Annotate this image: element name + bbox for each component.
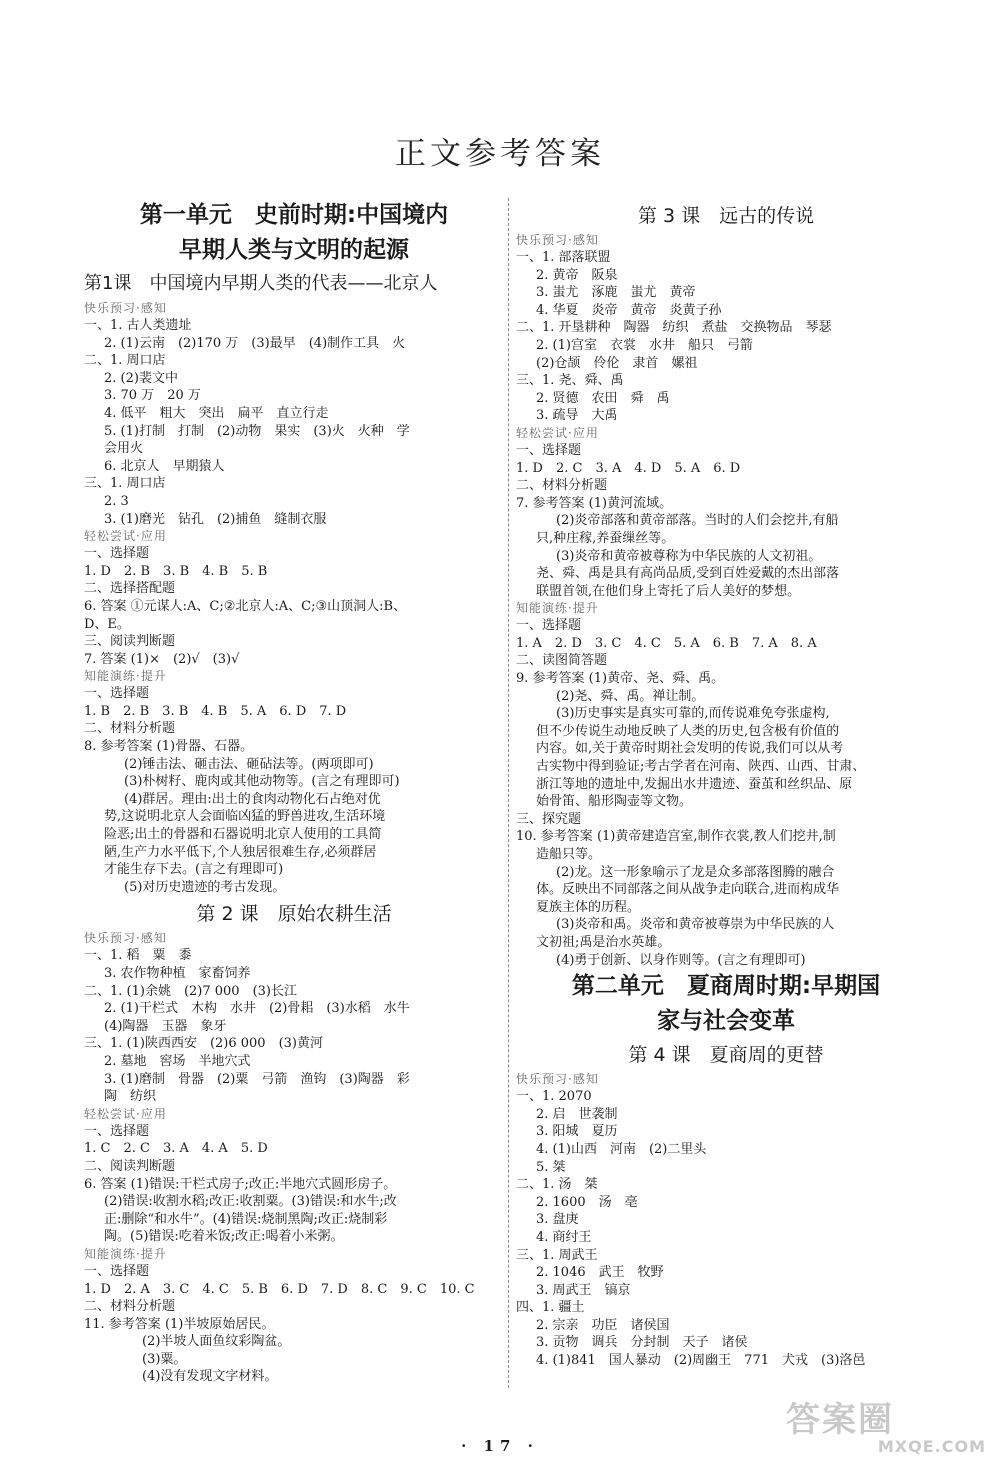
- watermark-site: MXQE.COM: [877, 1437, 986, 1456]
- answer-line: 文初祖;禹是治水英雄。: [536, 934, 671, 950]
- answer-line: 4. 低平 粗大 突出 扁平 直立行走: [104, 405, 329, 421]
- answer-line: 二、材料分析题: [84, 721, 176, 737]
- answer-line: 2. 3: [104, 493, 129, 509]
- answer-line: 才能生存下去。(言之有理即可): [104, 862, 284, 878]
- answer-line: 二、阅读判断题: [84, 1158, 176, 1174]
- answer-line: (2)锤击法、砸击法、砸砧法等。(两项即可): [124, 756, 374, 772]
- answer-line: 但不少传说生动地反映了人类的历史,包含极有价值的: [536, 723, 840, 739]
- section-tag: 知能演练·提升: [84, 1246, 167, 1261]
- answer-line: 1. D 2. C 3. A 4. D 5. A 6. D: [516, 460, 741, 476]
- unit-title: 早期人类与文明的起源: [179, 237, 409, 263]
- section-tag: 知能演练·提升: [84, 669, 167, 684]
- section-tag: 轻松尝试·应用: [84, 529, 167, 544]
- answer-line: 会用火: [104, 441, 144, 457]
- answer-line: 9. 参考答案 (1)黄帝、尧、舜、禹。: [516, 671, 725, 687]
- answer-line: 势,这说明北京人会面临凶猛的野兽进攻,生活环境: [104, 809, 386, 825]
- column-divider: [508, 198, 509, 1388]
- answer-line: 4. (1)841 国人暴动 (2)周幽王 771 犬戎 (3)洛邑: [536, 1353, 866, 1369]
- right-column: [516, 198, 936, 1370]
- answer-line: 2. 1600 汤 亳: [536, 1194, 638, 1210]
- answer-line: (3)粟。: [142, 1351, 187, 1367]
- answer-line: 一、选择题: [84, 546, 150, 562]
- answer-line: 2. 贤德 农田 舜 禹: [536, 390, 670, 406]
- answer-line: 7. 答案 (1)× (2)√ (3)√: [84, 651, 240, 667]
- answer-line: 2. (1)云南 (2)170 万 (3)最早 (4)制作工具 火: [104, 335, 406, 351]
- answer-line: 一、选择题: [84, 1123, 150, 1139]
- answer-line: 浙江等地的遗址中,发掘出水井遗迹、蚕茧和丝织品、原: [536, 776, 853, 792]
- unit-title: 第二单元 夏商周时期:早期国: [571, 973, 881, 1000]
- section-tag: 知能演练·提升: [516, 601, 599, 616]
- answer-line: 2. 宗亲 功臣 诸侯国: [536, 1317, 670, 1333]
- answer-line: 始骨笛、船形陶壶等文物。: [536, 794, 693, 810]
- answer-line: 11. 参考答案 (1)半坡原始居民。: [84, 1316, 275, 1332]
- page-title: 正文参考答案: [395, 136, 605, 172]
- answer-line: 二、1. 开垦耕种 陶器 纺织 煮盐 交换物品 琴瑟: [516, 320, 832, 336]
- answer-line: (2)半坡人面鱼纹彩陶盆。: [142, 1334, 291, 1350]
- answer-line: 6. 北京人 早期猿人: [104, 458, 225, 474]
- section-tag: 快乐预习·感知: [84, 931, 167, 946]
- answer-line: 二、选择搭配题: [84, 581, 176, 597]
- watermark-logo: [786, 1392, 986, 1462]
- answer-line: 4. (1)山西 河南 (2)二里头: [536, 1141, 707, 1157]
- answer-line: (2)错误:收割水稻;改正:收割粟。(3)错误:和水牛;改: [104, 1194, 397, 1210]
- unit-title: 第一单元 史前时期:中国境内: [139, 202, 449, 228]
- section-tag: 快乐预习·感知: [84, 301, 167, 315]
- answer-line: 内容。如,关于黄帝时期社会发明的传说,我们可以从考: [536, 741, 844, 757]
- answer-line: 3. 70 万 20 万: [104, 388, 201, 404]
- section-tag: 轻松尝试·应用: [84, 1106, 167, 1121]
- answer-line: 尧、舜、禹是具有高尚品质,受到百姓爱戴的杰出部落: [536, 566, 840, 582]
- answer-line: 陋,生产力水平低下,个人独居很难生存,必须群居: [104, 844, 377, 860]
- answer-line: (4)勇于创新、以身作则等。(言之有理即可): [556, 952, 806, 968]
- answer-line: 3. 周武王 镐京: [536, 1282, 631, 1298]
- answer-line: (2)尧、舜、禹。禅让制。: [556, 688, 705, 704]
- answer-line: 二、读图简答题: [516, 653, 608, 669]
- answer-line: (3)历史事实是真实可靠的,而传说难免夸张虚构,: [556, 706, 830, 722]
- answer-line: 造船只等。: [536, 847, 602, 862]
- answer-line: 一、1. 古人类遗址: [84, 318, 192, 333]
- answer-line: 2. 墓地 窖场 半地穴式: [104, 1053, 251, 1069]
- answer-line: 二、1. (1)余姚 (2)7 000 (3)长江: [84, 983, 297, 999]
- answer-line: 体。反映出不同部落之间从战争走向联合,进而构成华: [536, 882, 840, 898]
- answer-line: 一、选择题: [516, 442, 582, 458]
- answer-line: 一、选择题: [84, 686, 150, 702]
- answer-line: 4. 华夏 炎帝 黄帝 炎黄子孙: [536, 302, 722, 318]
- answer-line: 6. 答案 ①元谋人:A、C;②北京人:A、C;③山顶洞人:B、: [84, 598, 407, 614]
- answer-line: 3. (1)磨制 骨器 (2)粟 弓箭 渔钩 (3)陶器 彩: [104, 1071, 410, 1087]
- answer-line: 2. (2)裴文中: [104, 370, 178, 386]
- answer-line: 联盟首领,在他们身上寄托了后人美好的梦想。: [536, 583, 801, 599]
- answer-line: 3. 贡物 调兵 分封制 天子 诸侯: [536, 1335, 748, 1351]
- answer-line: 只,种庄稼,养蚕缫丝等。: [536, 530, 675, 546]
- answer-line: 古实物中得到验证;考古学者在河南、陕西、山西、甘肃、: [536, 759, 866, 775]
- answer-line: 3. 农作物种植 家畜饲养: [104, 966, 251, 981]
- answer-line: 三、1. 尧、舜、禹: [516, 373, 624, 389]
- answer-line: 二、1. 汤 桀: [516, 1177, 598, 1193]
- answer-line: (4)群居。理由:出土的食肉动物化石占绝对优: [124, 791, 381, 807]
- answer-line: (2)炎帝部落和黄帝部落。当时的人们会挖井,有船: [556, 513, 839, 529]
- answer-line: 陶 纺织: [104, 1089, 157, 1105]
- answer-line: 一、1. 稻 粟 黍: [84, 948, 192, 964]
- lesson-title: 第 2 课 原始农耕生活: [196, 903, 392, 926]
- answer-line: 陶。(5)错误:吃着米饭;改正:喝着小米粥。: [104, 1229, 344, 1245]
- answer-line: 1. B 2. B 3. B 4. B 5. A 6. D 7. D: [84, 703, 347, 719]
- watermark-mark: 答案圈: [786, 1400, 894, 1440]
- answer-line: 3. 阳城 夏历: [536, 1124, 618, 1140]
- answer-line: 四、1. 疆土: [516, 1300, 585, 1316]
- answer-line: 2. (1)宫室 衣裳 水井 船只 弓箭: [536, 337, 753, 353]
- unit-title: 家与社会变革: [657, 1008, 795, 1035]
- answer-line: 3. 盘庚: [536, 1212, 579, 1228]
- answer-line: 1. D 2. A 3. C 4. C 5. B 6. D 7. D 8. C 9. C 10. C: [84, 1281, 475, 1297]
- answer-line: 夏族主体的历程。: [536, 899, 641, 915]
- answer-line: (3)朴树籽、鹿肉或其他动物等。(言之有理即可): [124, 774, 400, 790]
- left-column: [84, 198, 504, 1386]
- section-tag: 快乐预习·感知: [516, 1072, 599, 1087]
- answer-line: 二、材料分析题: [84, 1299, 176, 1315]
- answer-line: 险恶;出土的骨器和石器说明北京人使用的工具简: [104, 827, 382, 843]
- answer-line: D、E。: [84, 616, 130, 632]
- answer-line: (5)对历史遗迹的考古发现。: [124, 879, 286, 895]
- answer-line: 2. 启 世袭制: [536, 1106, 618, 1122]
- answer-line: 5. (1)打制 打制 (2)动物 果实 (3)火 火种 学: [104, 423, 410, 439]
- lesson-title: 第 3 课 远古的传说: [637, 205, 815, 227]
- answer-line: 三、1. 周武王: [516, 1247, 598, 1263]
- answer-line: 正:删除“和水牛”。(4)错误:烧制黑陶;改正:烧制彩: [104, 1211, 388, 1227]
- answer-line: 7. 参考答案 (1)黄河流域。: [516, 495, 673, 511]
- answer-line: 一、选择题: [516, 618, 582, 634]
- section-tag: 轻松尝试·应用: [516, 425, 599, 440]
- answer-line: 3. (1)磨光 钻孔 (2)捕鱼 缝制衣服: [104, 511, 327, 527]
- answer-line: (3)炎帝和黄帝被尊称为中华民族的人文初祖。: [556, 548, 822, 564]
- answer-line: (2)仓颉 伶伦 隶首 嫘祖: [536, 355, 698, 371]
- answer-line: 3. 疏导 大禹: [536, 408, 618, 424]
- answer-line: 2. 1046 武王 牧野: [536, 1265, 664, 1281]
- lesson-title: 第1课 中国境内早期人类的代表——北京人: [84, 273, 438, 294]
- page-number: · 17 ·: [461, 1437, 539, 1455]
- answer-line: 一、1. 部落联盟: [516, 250, 611, 265]
- answer-line: (3)炎帝和禹。炎帝和黄帝被尊崇为中华民族的人: [556, 917, 835, 933]
- answer-line: 1. D 2. B 3. B 4. B 5. B: [84, 563, 268, 579]
- answer-line: 10. 参考答案 (1)黄帝建造宫室,制作衣裳,教人们挖井,制: [516, 829, 836, 845]
- answer-line: 5. 桀: [536, 1159, 566, 1175]
- section-tag: 快乐预习·感知: [516, 233, 599, 247]
- answer-line: 4. 商纣王: [536, 1229, 592, 1245]
- answer-line: 二、1. 周口店: [84, 353, 166, 369]
- answer-line: (2)龙。这一形象喻示了龙是众多部落图腾的融合: [556, 864, 835, 880]
- answer-line: 2. (1)干栏式 木构 水井 (2)骨耜 (3)水稻 水牛: [104, 1001, 410, 1017]
- answer-line: 8. 参考答案 (1)骨器、石器。: [84, 739, 254, 755]
- answer-line: 三、阅读判断题: [84, 634, 176, 650]
- answer-line: (4)没有发现文字材料。: [142, 1369, 278, 1385]
- answer-line: 6. 答案 (1)错误:干栏式房子;改正:半地穴式圆形房子。: [84, 1176, 397, 1192]
- answer-line: 一、选择题: [84, 1263, 150, 1279]
- answer-line: 二、材料分析题: [516, 478, 608, 494]
- answer-line: 2. 黄帝 阪泉: [536, 267, 618, 283]
- answer-line: (4)陶器 玉器 象牙: [104, 1018, 227, 1034]
- answer-line: 一、1. 2070: [516, 1089, 592, 1105]
- answer-line: 3. 蚩尤 涿鹿 蚩尤 黄帝: [536, 285, 696, 301]
- answer-line: 三、1. 周口店: [84, 476, 166, 492]
- lesson-title: 第 4 课 夏商周的更替: [628, 1044, 824, 1067]
- answer-line: 三、探究题: [516, 811, 582, 827]
- answer-line: 1. C 2. C 3. A 4. A 5. D: [84, 1141, 268, 1157]
- answer-line: 1. A 2. D 3. C 4. C 5. A 6. B 7. A 8. A: [516, 635, 817, 651]
- answer-line: 三、1. (1)陕西西安 (2)6 000 (3)黄河: [84, 1036, 323, 1052]
